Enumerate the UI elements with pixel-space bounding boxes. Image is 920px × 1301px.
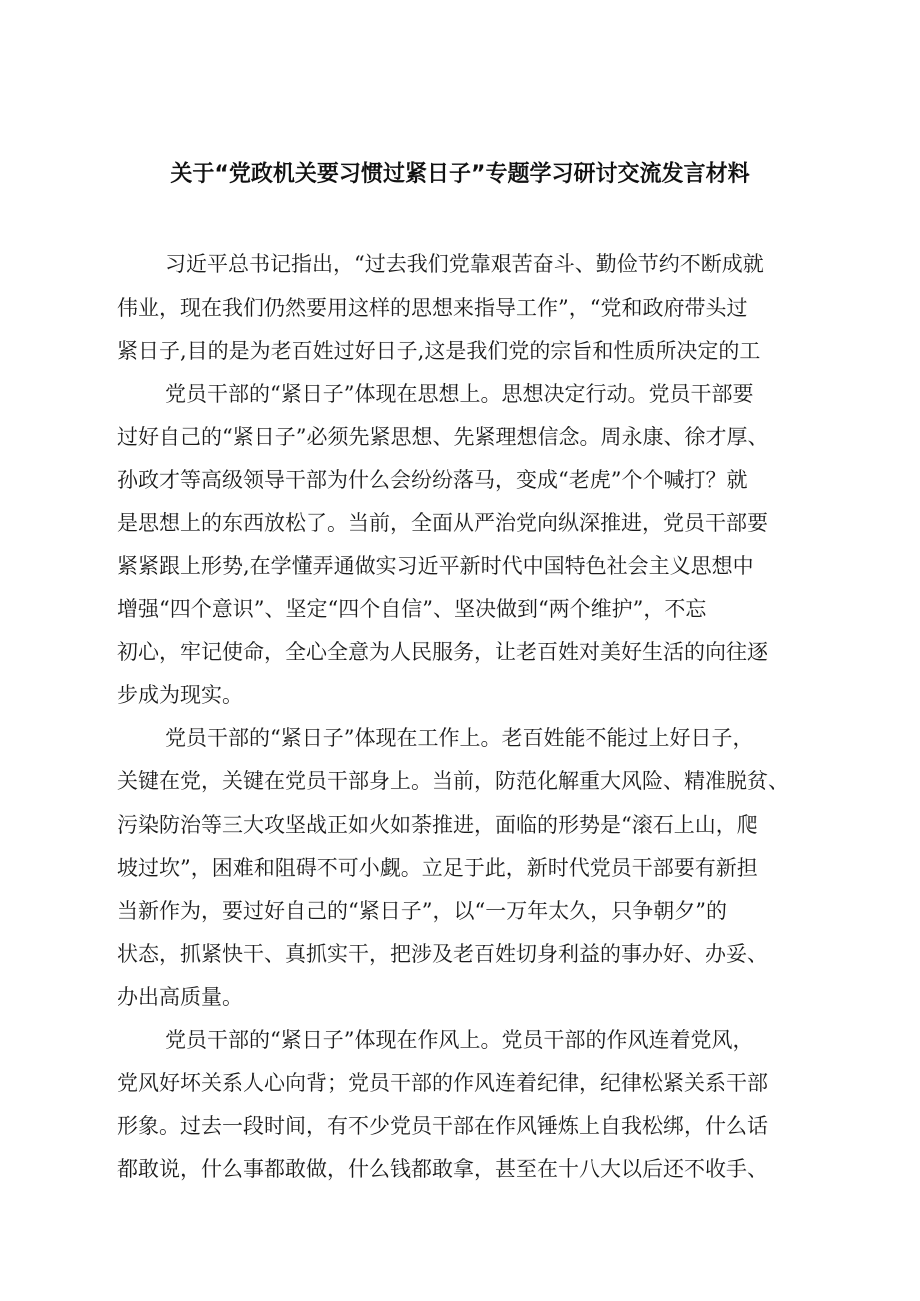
text-line: 孙政才等高级领导干部为什么会纷纷落马，变成“老虎”个个喊打？就 xyxy=(117,468,748,492)
text-line: 习近平总书记指出，“过去我们党靠艰苦奋斗、勤俭节约不断成就 xyxy=(165,252,764,276)
text-line: 状态，抓紧快干、真抓实干，把涉及老百姓切身利益的事办好、办妥、 xyxy=(117,942,768,966)
text-line: 初心，牢记使命，全心全意为人民服务，让老百姓对美好生活的向往逐 xyxy=(117,640,768,664)
text-line: 紧紧跟上形势,在学懂弄通做实习近平新时代中国特色社会主义思想中 xyxy=(117,554,754,578)
text-line: 都敢说，什么事都敢做，什么钱都敢拿，甚至在十八大以后还不收手、 xyxy=(117,1157,768,1181)
text-line: 步成为现实。 xyxy=(117,683,243,707)
text-line: 是思想上的东西放松了。当前，全面从严治党向纵深推进，党员干部要 xyxy=(117,511,768,535)
page-title: 关于“党政机关要习惯过紧日子”专题学习研讨交流发言材料 xyxy=(170,161,750,187)
text-line: 形象。过去一段时间，有不少党员干部在作风锤炼上自我松绑，什么话 xyxy=(117,1114,768,1138)
text-line: 增强“四个意识”、坚定“四个自信”、坚决做到“两个维护”，不忘 xyxy=(117,597,707,621)
text-line: 紧日子,目的是为老百姓过好日子,这是我们党的宗旨和性质所决定的工 xyxy=(117,339,761,363)
text-line: 伟业，现在我们仍然要用这样的思想来指导工作”，“党和政府带头过 xyxy=(117,296,748,320)
text-line: 党员干部的“紧日子”体现在作风上。党员干部的作风连着党风， xyxy=(165,1028,754,1052)
text-line: 坡过坎”，困难和阻碍不可小觑。立足于此，新时代党员干部要有新担 xyxy=(117,856,758,880)
text-line: 党员干部的“紧日子”体现在思想上。思想决定行动。党员干部要 xyxy=(165,382,754,406)
text-line: 党风好坏关系人心向背；党员干部的作风连着纪律，纪律松紧关系干部 xyxy=(117,1071,768,1095)
text-line: 党员干部的“紧日子”体现在工作上。老百姓能不能过上好日子， xyxy=(165,726,754,750)
text-line: 当新作为，要过好自己的“紧日子”，以“一万年太久，只争朝夕”的 xyxy=(117,899,727,923)
text-line: 办出高质量。 xyxy=(117,985,243,1009)
text-line: 污染防治等三大攻坚战正如火如荼推进，面临的形势是“滚石上山，爬 xyxy=(117,813,758,837)
text-line: 关键在党，关键在党员干部身上。当前，防范化解重大风险、精准脱贫、 xyxy=(117,769,789,793)
text-line: 过好自己的“紧日子”必须先紧思想、先紧理想信念。周永康、徐才厚、 xyxy=(117,425,769,449)
